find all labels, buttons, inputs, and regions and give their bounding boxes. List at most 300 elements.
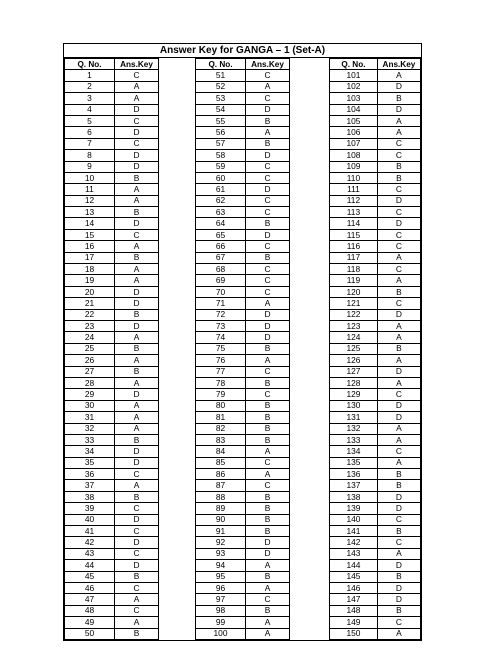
question-number: 75 (196, 343, 246, 354)
answer-key: A (377, 377, 420, 388)
answer-key: D (377, 582, 420, 593)
answer-key: A (246, 628, 290, 639)
table-row (196, 503, 290, 514)
answer-key: C (246, 457, 290, 468)
question-number: 3 (65, 93, 115, 104)
answer-key: D (115, 104, 159, 115)
table-row (330, 355, 421, 366)
question-number: 147 (330, 594, 378, 605)
answer-key: C (246, 161, 290, 172)
answer-key: D (115, 150, 159, 161)
question-number: 90 (196, 514, 246, 525)
table-row (65, 229, 159, 240)
table-row (196, 605, 290, 616)
answer-key: D (115, 389, 159, 400)
question-number: 32 (65, 423, 115, 434)
question-number: 89 (196, 503, 246, 514)
question-number: 134 (330, 446, 378, 457)
answer-key: D (115, 298, 159, 309)
answer-key: D (115, 446, 159, 457)
answer-key: B (246, 423, 290, 434)
question-number: 114 (330, 218, 378, 229)
table-row (196, 275, 290, 286)
table-row (196, 377, 290, 388)
table-row (65, 628, 159, 639)
table-row (196, 264, 290, 275)
table-row (196, 150, 290, 161)
question-number: 31 (65, 412, 115, 423)
table-row (196, 400, 290, 411)
answer-key: B (246, 503, 290, 514)
answer-key: A (115, 594, 159, 605)
answer-key: B (115, 628, 159, 639)
table-row (65, 172, 159, 183)
answer-key: A (377, 252, 420, 263)
question-number: 39 (65, 503, 115, 514)
answer-key: C (246, 172, 290, 183)
table-row (196, 93, 290, 104)
table-row (196, 412, 290, 423)
question-number: 145 (330, 571, 378, 582)
question-number: 132 (330, 423, 378, 434)
answer-key: B (377, 526, 420, 537)
question-number: 36 (65, 469, 115, 480)
table-row (330, 298, 421, 309)
table-row (330, 389, 421, 400)
question-number: 130 (330, 400, 378, 411)
question-number: 60 (196, 172, 246, 183)
question-number: 137 (330, 480, 378, 491)
answer-key: D (377, 400, 420, 411)
question-number: 9 (65, 161, 115, 172)
answer-key: A (377, 355, 420, 366)
table-row (196, 309, 290, 320)
answer-block-3 (329, 58, 421, 640)
table-row (330, 560, 421, 571)
table-row (65, 184, 159, 195)
answer-key: B (115, 252, 159, 263)
answer-key: A (115, 355, 159, 366)
table-row (65, 286, 159, 297)
table-row (330, 172, 421, 183)
table-row (196, 594, 290, 605)
table-row (330, 81, 421, 92)
table-row (196, 434, 290, 445)
answer-key: A (246, 582, 290, 593)
question-number: 53 (196, 93, 246, 104)
table-row (196, 491, 290, 502)
question-number: 59 (196, 161, 246, 172)
answer-key: A (115, 412, 159, 423)
answer-key: A (115, 241, 159, 252)
table-row (65, 252, 159, 263)
answer-key: A (377, 70, 420, 81)
answer-block-1 (64, 58, 159, 640)
question-number: 51 (196, 70, 246, 81)
question-number: 67 (196, 252, 246, 263)
question-number: 112 (330, 195, 378, 206)
answer-block-2 (195, 58, 290, 640)
table-row (196, 241, 290, 252)
question-number: 30 (65, 400, 115, 411)
answer-key: B (246, 514, 290, 525)
table-row (330, 138, 421, 149)
answer-key: C (115, 138, 159, 149)
table-row (65, 514, 159, 525)
answer-key: C (377, 229, 420, 240)
answer-key: D (246, 320, 290, 331)
question-number: 131 (330, 412, 378, 423)
question-number: 88 (196, 491, 246, 502)
table-row (330, 412, 421, 423)
answer-key: C (115, 229, 159, 240)
question-number: 86 (196, 469, 246, 480)
table-row (65, 582, 159, 593)
table-row (65, 434, 159, 445)
answer-key: A (246, 127, 290, 138)
question-number: 149 (330, 617, 378, 628)
table-row (196, 617, 290, 628)
table-row (65, 366, 159, 377)
table-row (65, 115, 159, 126)
table-row (65, 70, 159, 81)
question-number: 103 (330, 93, 378, 104)
answer-key: A (377, 127, 420, 138)
table-row (330, 275, 421, 286)
answer-key: B (246, 605, 290, 616)
question-number: 98 (196, 605, 246, 616)
question-number: 141 (330, 526, 378, 537)
question-number: 16 (65, 241, 115, 252)
question-number: 87 (196, 480, 246, 491)
table-row (65, 571, 159, 582)
answer-key: B (377, 480, 420, 491)
question-number: 78 (196, 377, 246, 388)
answer-key: C (377, 264, 420, 275)
table-row (330, 104, 421, 115)
question-number: 40 (65, 514, 115, 525)
table-row (196, 161, 290, 172)
question-number: 8 (65, 150, 115, 161)
question-number: 34 (65, 446, 115, 457)
table-row (65, 320, 159, 331)
table-row (65, 491, 159, 502)
table-row (330, 469, 421, 480)
question-number: 48 (65, 605, 115, 616)
table-row (330, 332, 421, 343)
answer-key: D (115, 514, 159, 525)
table-row (330, 571, 421, 582)
question-number: 50 (65, 628, 115, 639)
answer-key: D (246, 229, 290, 240)
answer-table (64, 58, 159, 640)
table-row (65, 560, 159, 571)
answer-key: B (115, 434, 159, 445)
answer-key: C (246, 195, 290, 206)
answer-key: C (377, 207, 420, 218)
question-number: 65 (196, 229, 246, 240)
question-number: 109 (330, 161, 378, 172)
table-row (196, 252, 290, 263)
answer-key: B (377, 161, 420, 172)
qno-header: Q. No. (330, 59, 378, 70)
table-row (65, 605, 159, 616)
question-number: 105 (330, 115, 378, 126)
answer-table (195, 58, 290, 640)
question-number: 27 (65, 366, 115, 377)
table-row (196, 298, 290, 309)
answer-key: A (115, 617, 159, 628)
answer-key: B (377, 343, 420, 354)
ans-key-header: Ans.Key (115, 59, 159, 70)
answer-key: B (377, 469, 420, 480)
question-number: 99 (196, 617, 246, 628)
answer-key: D (246, 309, 290, 320)
table-row (330, 184, 421, 195)
question-number: 116 (330, 241, 378, 252)
answer-key: B (246, 434, 290, 445)
answer-key: A (115, 184, 159, 195)
table-row (330, 503, 421, 514)
answer-key: D (246, 332, 290, 343)
table-row (330, 582, 421, 593)
answer-key: C (246, 286, 290, 297)
answer-key: C (377, 150, 420, 161)
question-number: 100 (196, 628, 246, 639)
table-row (65, 127, 159, 138)
answer-key: C (377, 389, 420, 400)
table-row (196, 70, 290, 81)
table-row (330, 264, 421, 275)
question-number: 70 (196, 286, 246, 297)
table-row (196, 571, 290, 582)
question-number: 46 (65, 582, 115, 593)
question-number: 83 (196, 434, 246, 445)
table-row (196, 526, 290, 537)
table-row (330, 491, 421, 502)
answer-key: C (246, 264, 290, 275)
question-number: 7 (65, 138, 115, 149)
question-number: 120 (330, 286, 378, 297)
answer-key: C (115, 526, 159, 537)
table-row (196, 184, 290, 195)
question-number: 11 (65, 184, 115, 195)
answer-key: D (377, 104, 420, 115)
question-number: 37 (65, 480, 115, 491)
table-row (65, 343, 159, 354)
answer-key: D (115, 560, 159, 571)
answer-key: B (115, 172, 159, 183)
question-number: 76 (196, 355, 246, 366)
table-row (330, 605, 421, 616)
table-row (196, 366, 290, 377)
answer-key: A (115, 332, 159, 343)
question-number: 20 (65, 286, 115, 297)
table-row (65, 275, 159, 286)
question-number: 73 (196, 320, 246, 331)
question-number: 113 (330, 207, 378, 218)
answer-key: A (377, 628, 420, 639)
answer-key: B (246, 218, 290, 229)
table-row (196, 514, 290, 525)
answer-key: C (246, 275, 290, 286)
question-number: 121 (330, 298, 378, 309)
table-row (65, 207, 159, 218)
table-row (196, 446, 290, 457)
answer-key: C (246, 93, 290, 104)
answer-key: D (115, 218, 159, 229)
answer-key: A (377, 457, 420, 468)
question-number: 66 (196, 241, 246, 252)
answer-key: B (246, 115, 290, 126)
table-row (65, 457, 159, 468)
table-row (65, 241, 159, 252)
question-number: 107 (330, 138, 378, 149)
question-number: 17 (65, 252, 115, 263)
table-row (65, 93, 159, 104)
table-row (196, 332, 290, 343)
answer-key: D (246, 104, 290, 115)
table-row (65, 594, 159, 605)
answer-key: A (246, 298, 290, 309)
table-row (196, 537, 290, 548)
table-row (65, 332, 159, 343)
answer-key: C (377, 514, 420, 525)
table-row (65, 548, 159, 559)
table-row (196, 389, 290, 400)
question-number: 118 (330, 264, 378, 275)
question-number: 92 (196, 537, 246, 548)
question-number: 35 (65, 457, 115, 468)
answer-key: C (115, 582, 159, 593)
answer-key: B (246, 252, 290, 263)
answer-key: C (246, 207, 290, 218)
table-row (65, 446, 159, 457)
table-row (65, 617, 159, 628)
answer-key: C (246, 241, 290, 252)
table-row (330, 514, 421, 525)
question-number: 49 (65, 617, 115, 628)
answer-table (329, 58, 421, 640)
question-number: 150 (330, 628, 378, 639)
answer-key: D (115, 161, 159, 172)
table-row (65, 469, 159, 480)
table-row (65, 104, 159, 115)
table-row (65, 400, 159, 411)
table-row (196, 195, 290, 206)
table-row (330, 617, 421, 628)
question-number: 29 (65, 389, 115, 400)
table-row (196, 423, 290, 434)
table-row (330, 594, 421, 605)
table-row (196, 582, 290, 593)
table-row (196, 286, 290, 297)
question-number: 10 (65, 172, 115, 183)
answer-key: B (377, 286, 420, 297)
question-number: 5 (65, 115, 115, 126)
table-row (196, 104, 290, 115)
question-number: 28 (65, 377, 115, 388)
answer-key: A (115, 93, 159, 104)
question-number: 82 (196, 423, 246, 434)
answer-key: D (377, 81, 420, 92)
question-number: 96 (196, 582, 246, 593)
question-number: 14 (65, 218, 115, 229)
answer-key: A (377, 332, 420, 343)
answer-key: B (246, 526, 290, 537)
answer-key: D (377, 560, 420, 571)
question-number: 38 (65, 491, 115, 502)
answer-key: B (246, 400, 290, 411)
qno-header: Q. No. (196, 59, 246, 70)
answer-key: A (246, 446, 290, 457)
answer-key: D (246, 537, 290, 548)
question-number: 43 (65, 548, 115, 559)
table-row (330, 526, 421, 537)
table-row (65, 503, 159, 514)
answer-key: C (115, 605, 159, 616)
question-number: 23 (65, 320, 115, 331)
question-number: 85 (196, 457, 246, 468)
answer-key: B (246, 377, 290, 388)
question-number: 26 (65, 355, 115, 366)
question-number: 144 (330, 560, 378, 571)
table-row (65, 81, 159, 92)
table-row (330, 229, 421, 240)
question-number: 135 (330, 457, 378, 468)
table-row (196, 218, 290, 229)
table-row (330, 446, 421, 457)
question-number: 80 (196, 400, 246, 411)
answer-key: B (377, 172, 420, 183)
answer-key: D (377, 503, 420, 514)
question-number: 54 (196, 104, 246, 115)
question-number: 94 (196, 560, 246, 571)
question-number: 148 (330, 605, 378, 616)
table-row (196, 127, 290, 138)
question-number: 63 (196, 207, 246, 218)
question-number: 56 (196, 127, 246, 138)
answer-key: C (377, 184, 420, 195)
question-number: 62 (196, 195, 246, 206)
table-row (330, 70, 421, 81)
question-number: 138 (330, 491, 378, 502)
table-row (330, 218, 421, 229)
answer-key: B (246, 491, 290, 502)
answer-key: B (246, 138, 290, 149)
answer-key: A (246, 617, 290, 628)
question-number: 25 (65, 343, 115, 354)
question-number: 123 (330, 320, 378, 331)
question-number: 81 (196, 412, 246, 423)
question-number: 136 (330, 469, 378, 480)
question-number: 55 (196, 115, 246, 126)
table-row (330, 309, 421, 320)
table-row (196, 457, 290, 468)
qno-header: Q. No. (65, 59, 115, 70)
answer-key: A (115, 480, 159, 491)
question-number: 84 (196, 446, 246, 457)
question-number: 68 (196, 264, 246, 275)
answer-key: A (377, 320, 420, 331)
question-number: 72 (196, 309, 246, 320)
header-row (196, 59, 290, 70)
table-row (330, 252, 421, 263)
table-row (65, 264, 159, 275)
ans-key-header: Ans.Key (377, 59, 420, 70)
question-number: 128 (330, 377, 378, 388)
answer-key: D (115, 537, 159, 548)
